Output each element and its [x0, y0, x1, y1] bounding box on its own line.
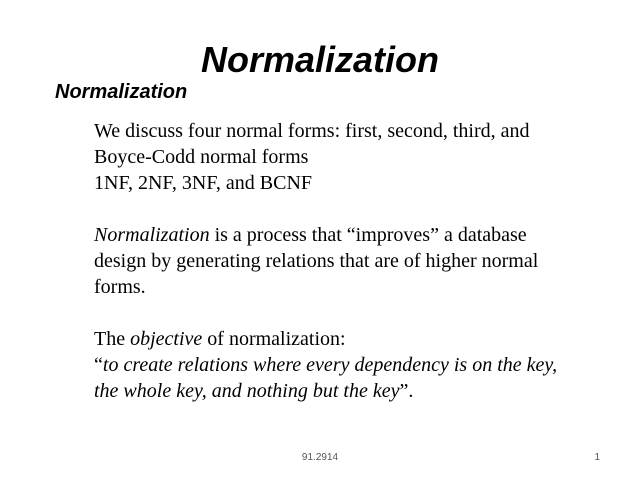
slide-body — [94, 118, 614, 404]
paragraph-gap — [94, 300, 614, 326]
para3-line1-post: of normalization: — [202, 328, 346, 350]
close-quote: ”. — [399, 380, 414, 402]
para3-line2 — [94, 352, 614, 378]
para2-line1 — [94, 222, 614, 248]
para3-line3 — [94, 378, 614, 404]
para2-line3: forms. — [94, 276, 146, 298]
para2-line1-rest: is a process that “improves” a database — [209, 224, 527, 246]
slide-subtitle: Normalization — [55, 81, 188, 103]
quote-line1: to create relations where every dependency is on the key, — [102, 354, 558, 376]
quote-line2: the whole key, and nothing but the key — [94, 380, 400, 402]
slide-title: Normalization — [200, 39, 440, 80]
open-quote: “ — [94, 354, 103, 376]
para1-line1: We discuss four normal forms: first, second, third, and — [94, 120, 530, 142]
para3-line1 — [94, 326, 614, 352]
para1-line2: Boyce-Codd normal forms — [94, 146, 309, 168]
footer-page-number: 1 — [594, 452, 600, 463]
paragraph-gap — [94, 196, 614, 222]
para1-line3: 1NF, 2NF, 3NF, and BCNF — [94, 172, 313, 194]
normalization-term: Normalization — [94, 224, 210, 246]
para2-line2: design by generating relations that are of higher normal — [94, 250, 539, 272]
para3-line1-pre: The — [94, 328, 131, 350]
footer-course-code: 91.2914 — [301, 452, 339, 463]
objective-term: objective — [130, 328, 203, 350]
